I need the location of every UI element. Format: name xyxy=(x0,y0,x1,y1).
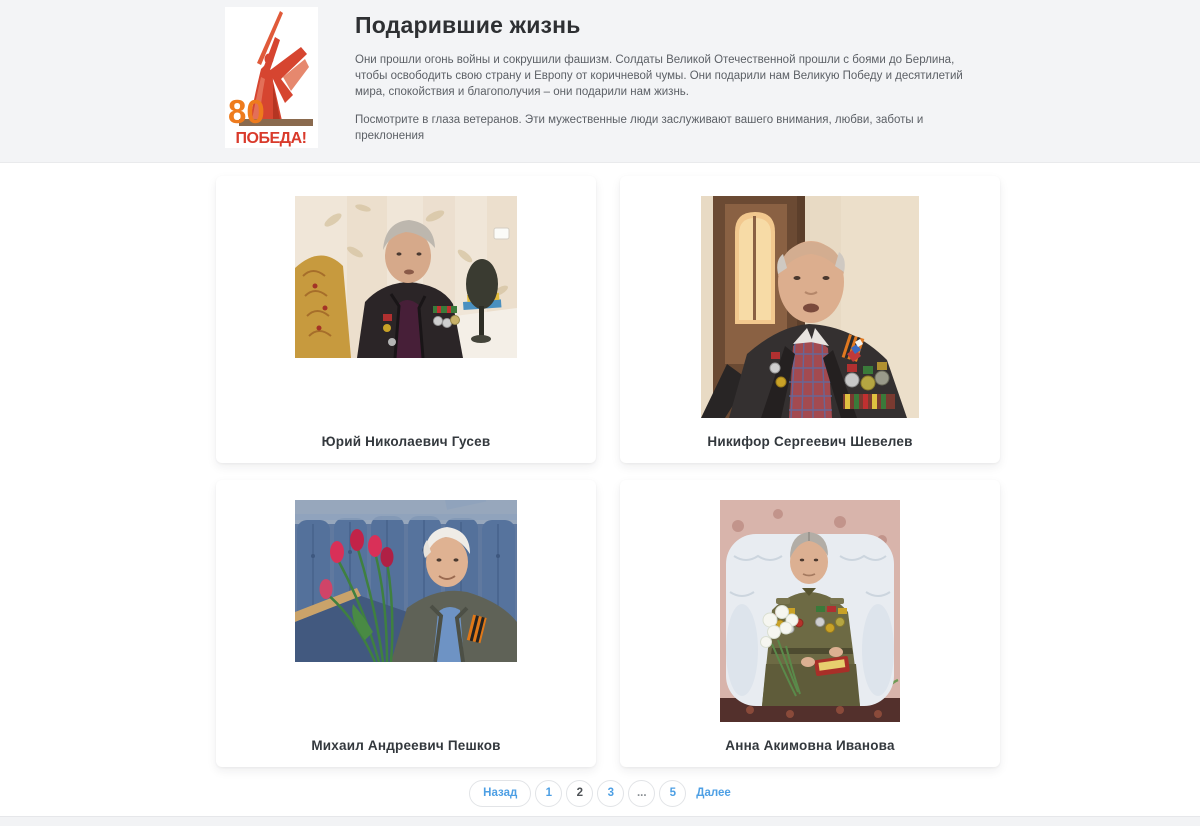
logo-number: 80 xyxy=(228,93,265,130)
intro-paragraph-2: Посмотрите в глаза ветеранов. Эти мужественные люди заслуживают вашего внимания, любви, заботы и преклонения xyxy=(355,114,924,142)
pagination-ellipsis[interactable]: ... xyxy=(628,780,655,807)
pagination-prev-button[interactable]: Назад xyxy=(469,780,531,807)
pagination-next-button[interactable]: Далее xyxy=(696,787,731,799)
veteran-photo xyxy=(216,196,596,418)
veteran-name: Юрий Николаевич Гусев xyxy=(321,434,491,449)
veteran-photo-illustration xyxy=(295,196,517,358)
veteran-name: Михаил Андреевич Пешков xyxy=(311,738,501,753)
pagination-page-1[interactable]: 1 xyxy=(535,780,562,807)
pagination-page-3[interactable]: 3 xyxy=(597,780,624,807)
victory-80-logo-image xyxy=(225,7,318,148)
veteran-card-shevelev[interactable] xyxy=(620,176,1000,463)
pagination xyxy=(0,779,1200,807)
victory-80-logo[interactable] xyxy=(225,7,318,148)
veteran-name: Никифор Сергеевич Шевелев xyxy=(707,434,913,449)
veteran-photo-illustration xyxy=(720,500,900,722)
veteran-photo-illustration xyxy=(295,500,517,662)
veteran-card-ivanova[interactable] xyxy=(620,480,1000,767)
veteran-photo xyxy=(620,500,1000,722)
veterans-grid xyxy=(216,176,1000,767)
pagination-page-5[interactable]: 5 xyxy=(659,780,686,807)
veteran-photo xyxy=(620,196,1000,418)
intro-paragraph-1: Они прошли огонь войны и сокрушили фашизм. Солдаты Великой Отечественной прошли с боями до Берлина, чтобы освободить свою страну и Европу от коричневой чумы. Они подарили нам Великую Победу и десятилетий мира, спокойствия и благополучия – они подарили нам жизнь. xyxy=(355,54,963,98)
page-title: Подарившие жизнь xyxy=(355,12,581,38)
footer-strip xyxy=(0,816,1200,826)
logo-word: ПОБЕДА! xyxy=(235,130,307,147)
page-header xyxy=(0,0,1200,163)
veteran-name: Анна Акимовна Иванова xyxy=(725,738,895,753)
veteran-card-peshkov[interactable] xyxy=(216,480,596,767)
header-text xyxy=(355,12,973,156)
veteran-card-gusev[interactable] xyxy=(216,176,596,463)
veteran-photo-illustration xyxy=(701,196,919,418)
pagination-page-2-current[interactable]: 2 xyxy=(566,780,593,807)
veteran-photo xyxy=(216,500,596,722)
